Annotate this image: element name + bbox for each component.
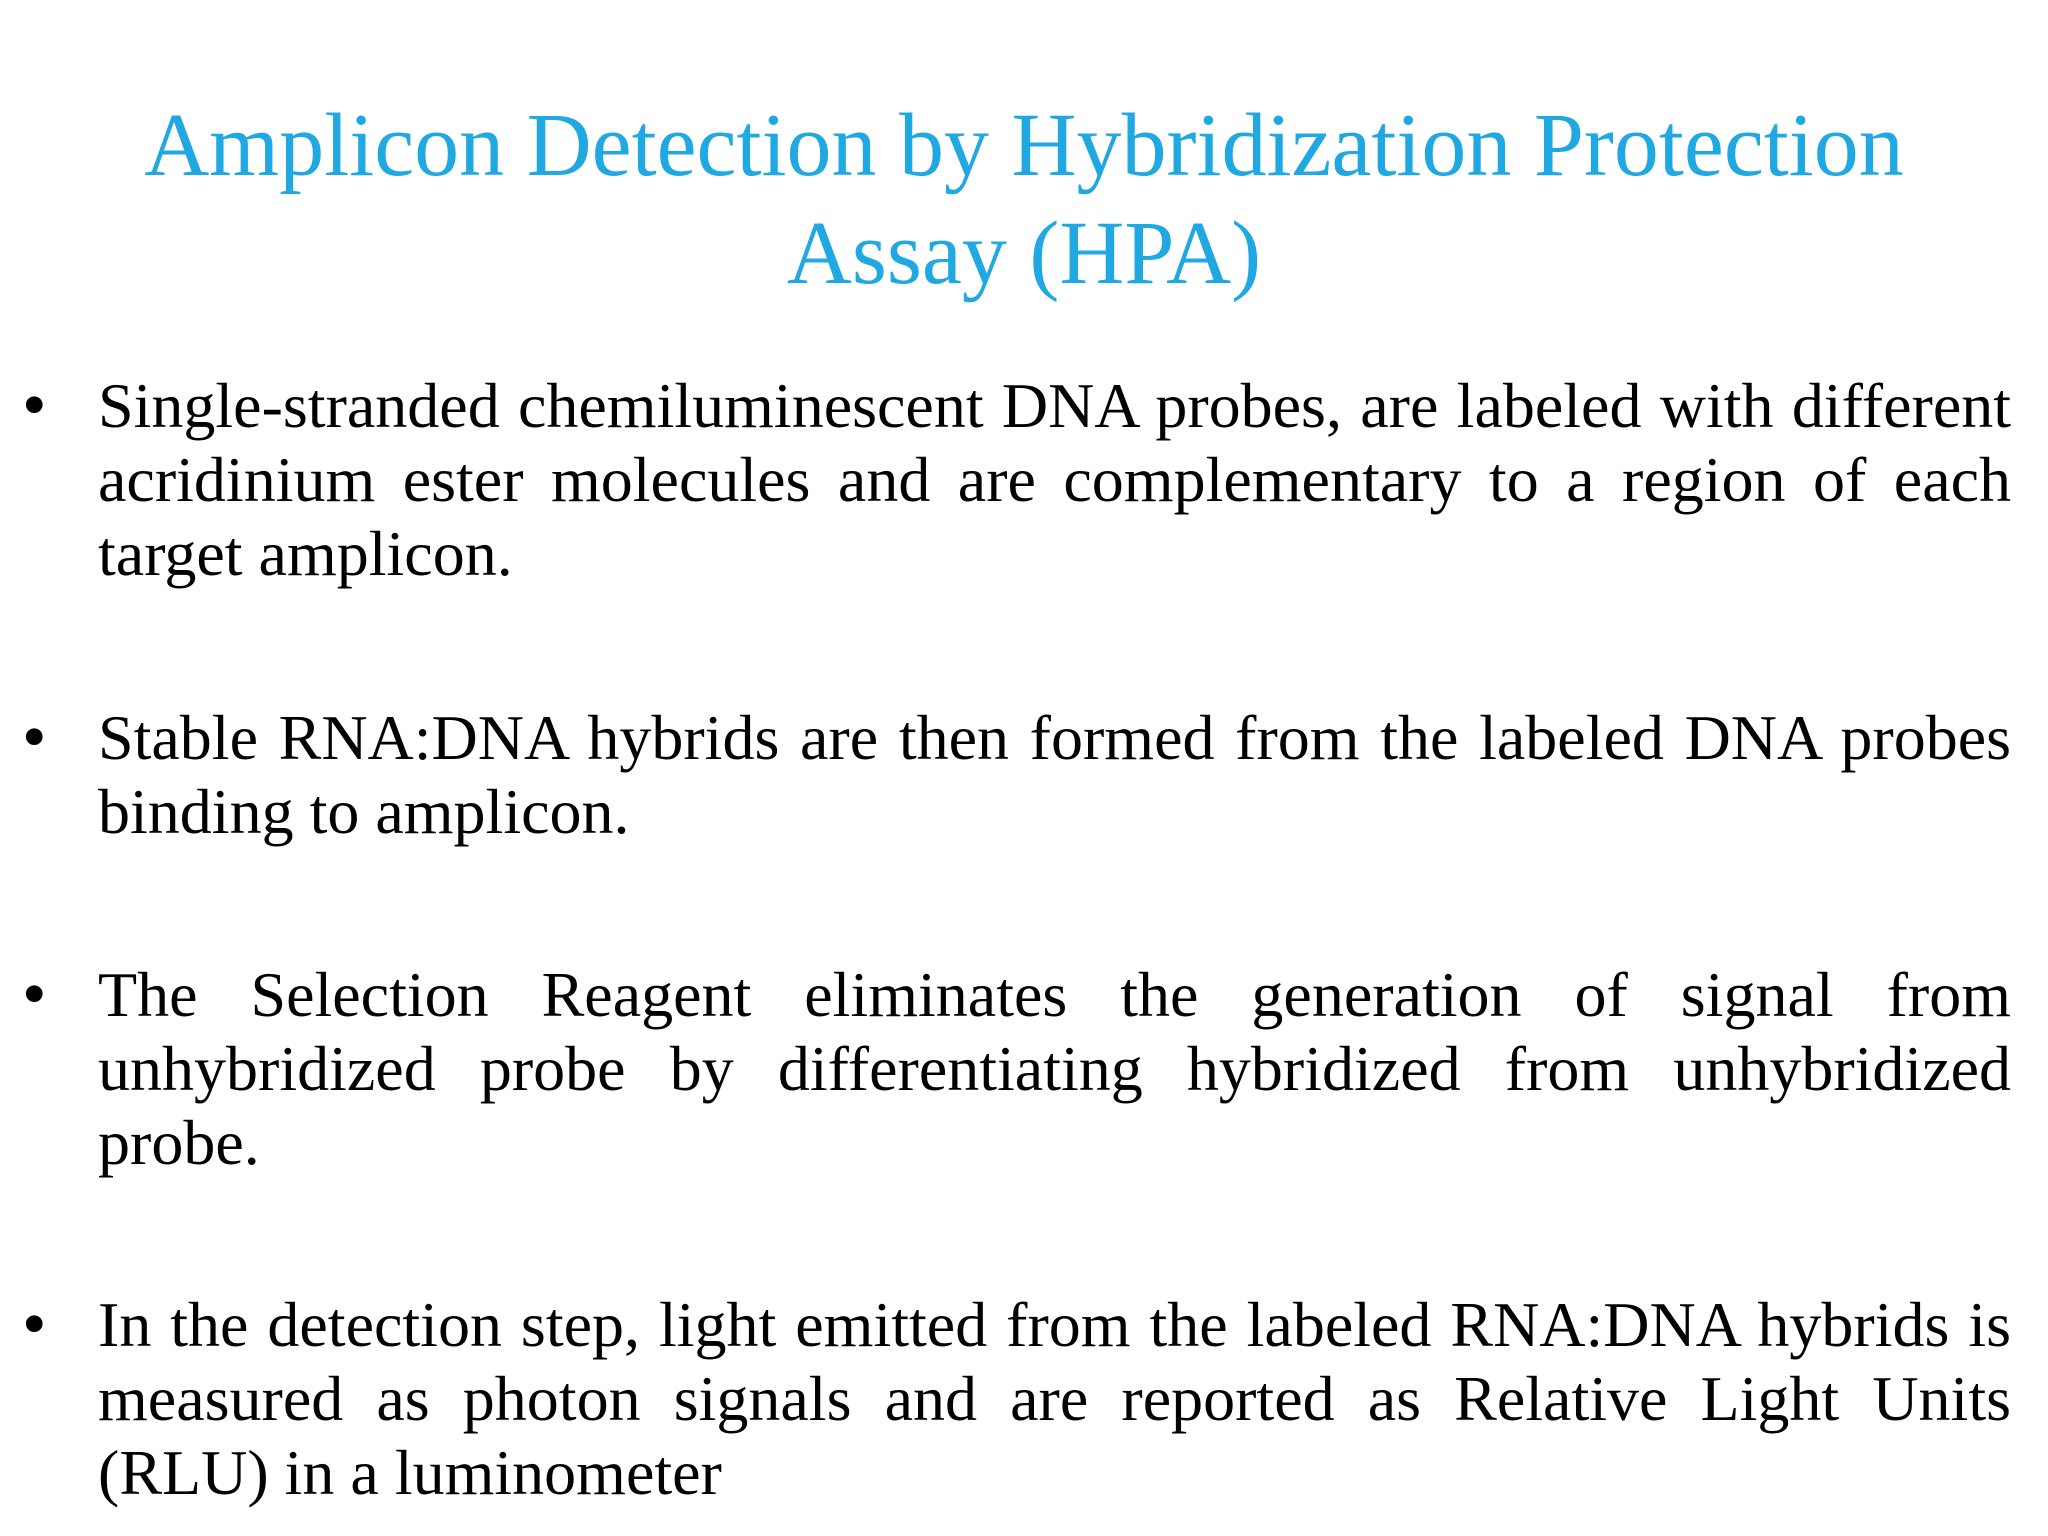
bullet-dot-icon: • [22, 699, 47, 776]
bullet-dot-icon: • [22, 956, 47, 1033]
bullet-dot-icon: • [22, 367, 47, 444]
slide-title: Amplicon Detection by Hybridization Protection Assay (HPA) [144, 96, 1904, 303]
bullet-text: In the detection step, light emitted from the labeled RNA:DNA hybrids is measured as photon signals and are reported as Relative Light Units (RLU) in a luminometer [98, 1289, 2011, 1508]
bullet-text: Stable RNA:DNA hybrids are then formed from the labeled DNA probes binding to amplicon. [98, 702, 2011, 847]
bullet-text: Single-stranded chemiluminescent DNA probes, are labeled with different acridinium ester molecules and are complementary to a region of each target amplicon. [98, 370, 2011, 589]
bullet-text: The Selection Reagent eliminates the generation of signal from unhybridized probe by differentiating hybridized from unhybridized probe. [98, 959, 2011, 1178]
bullet-dot-icon: • [22, 1286, 47, 1363]
